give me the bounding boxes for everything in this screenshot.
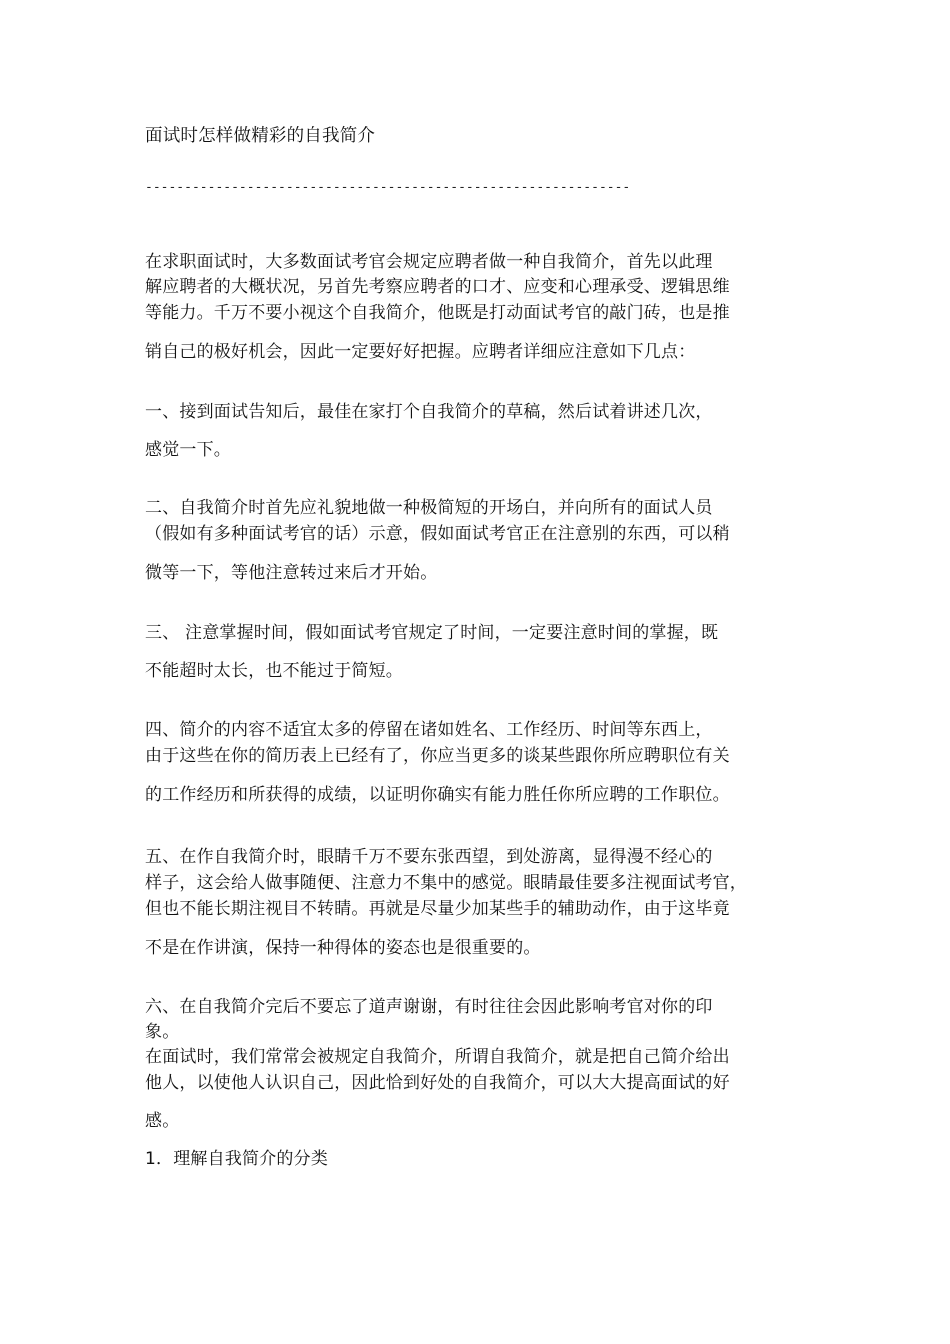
paragraph-line: （假如有多种面试考官的话）示意，假如面试考官正在注意别的东西，可以稍 (145, 524, 730, 544)
section-heading: 1．理解自我简介的分类 (145, 1149, 329, 1169)
paragraph-line: 不是在作讲演，保持一种得体的姿态也是很重要的。 (145, 938, 541, 958)
paragraph-line: 他人，以使他人认识自己，因此恰到好处的自我简介，可以大大提高面试的好 (145, 1073, 730, 1093)
paragraph-line: 四、简介的内容不适宜太多的停留在诸如姓名、工作经历、时间等东西上， (145, 720, 713, 740)
paragraph-line: 象。 (145, 1022, 180, 1042)
paragraph-line: 三、 注意掌握时间，假如面试考官规定了时间，一定要注意时间的掌握，既 (145, 623, 719, 643)
paragraph-line: 销自己的极好机会，因此一定要好好把握。应聘者详细应注意如下几点： (145, 342, 696, 362)
paragraph-line: 感觉一下。 (145, 440, 231, 460)
paragraph-line: 五、在作自我简介时，眼睛千万不要东张西望，到处游离，显得漫不经心的 (145, 847, 713, 867)
paragraph-line: 不能超时太长，也不能过于简短。 (145, 661, 403, 681)
paragraph-line: 解应聘者的大概状况，另首先考察应聘者的口才、应变和心理承受、逻辑思维 (145, 277, 730, 297)
paragraph-line: 六、在自我简介完后不要忘了道声谢谢，有时往往会因此影响考官对你的印 (145, 997, 713, 1017)
paragraph-line: 感。 (145, 1111, 180, 1131)
paragraph-line: 二、自我简介时首先应礼貌地做一种极简短的开场白，并向所有的面试人员 (145, 498, 713, 518)
paragraph-line: 等能力。千万不要小视这个自我简介，他既是打动面试考官的敲门砖，也是推 (145, 303, 730, 323)
paragraph-line: 在求职面试时，大多数面试考官会规定应聘者做一种自我简介，首先以此理 (145, 252, 713, 272)
paragraph-line: 由于这些在你的简历表上已经有了，你应当更多的谈某些跟你所应聘职位有关 (145, 746, 730, 766)
document-title: 面试时怎样做精彩的自我简介 (145, 126, 376, 146)
paragraph-line: 的工作经历和所获得的成绩，以证明你确实有能力胜任你所应聘的工作职位。 (145, 785, 730, 805)
separator-line: -------------------------------------------------------------- (145, 180, 631, 195)
paragraph-line: 微等一下，等他注意转过来后才开始。 (145, 563, 438, 583)
paragraph-line: 但也不能长期注视目不转睛。再就是尽量少加某些手的辅助动作，由于这毕竟 (145, 899, 730, 919)
paragraph-line: 在面试时，我们常常会被规定自我简介，所谓自我简介，就是把自己简介给出 (145, 1047, 730, 1067)
paragraph-line: 样子，这会给人做事随便、注意力不集中的感觉。眼睛最佳要多注视面试考官， (145, 873, 747, 893)
paragraph-line: 一、接到面试告知后，最佳在家打个自我简介的草稿，然后试着讲述几次， (145, 402, 713, 422)
